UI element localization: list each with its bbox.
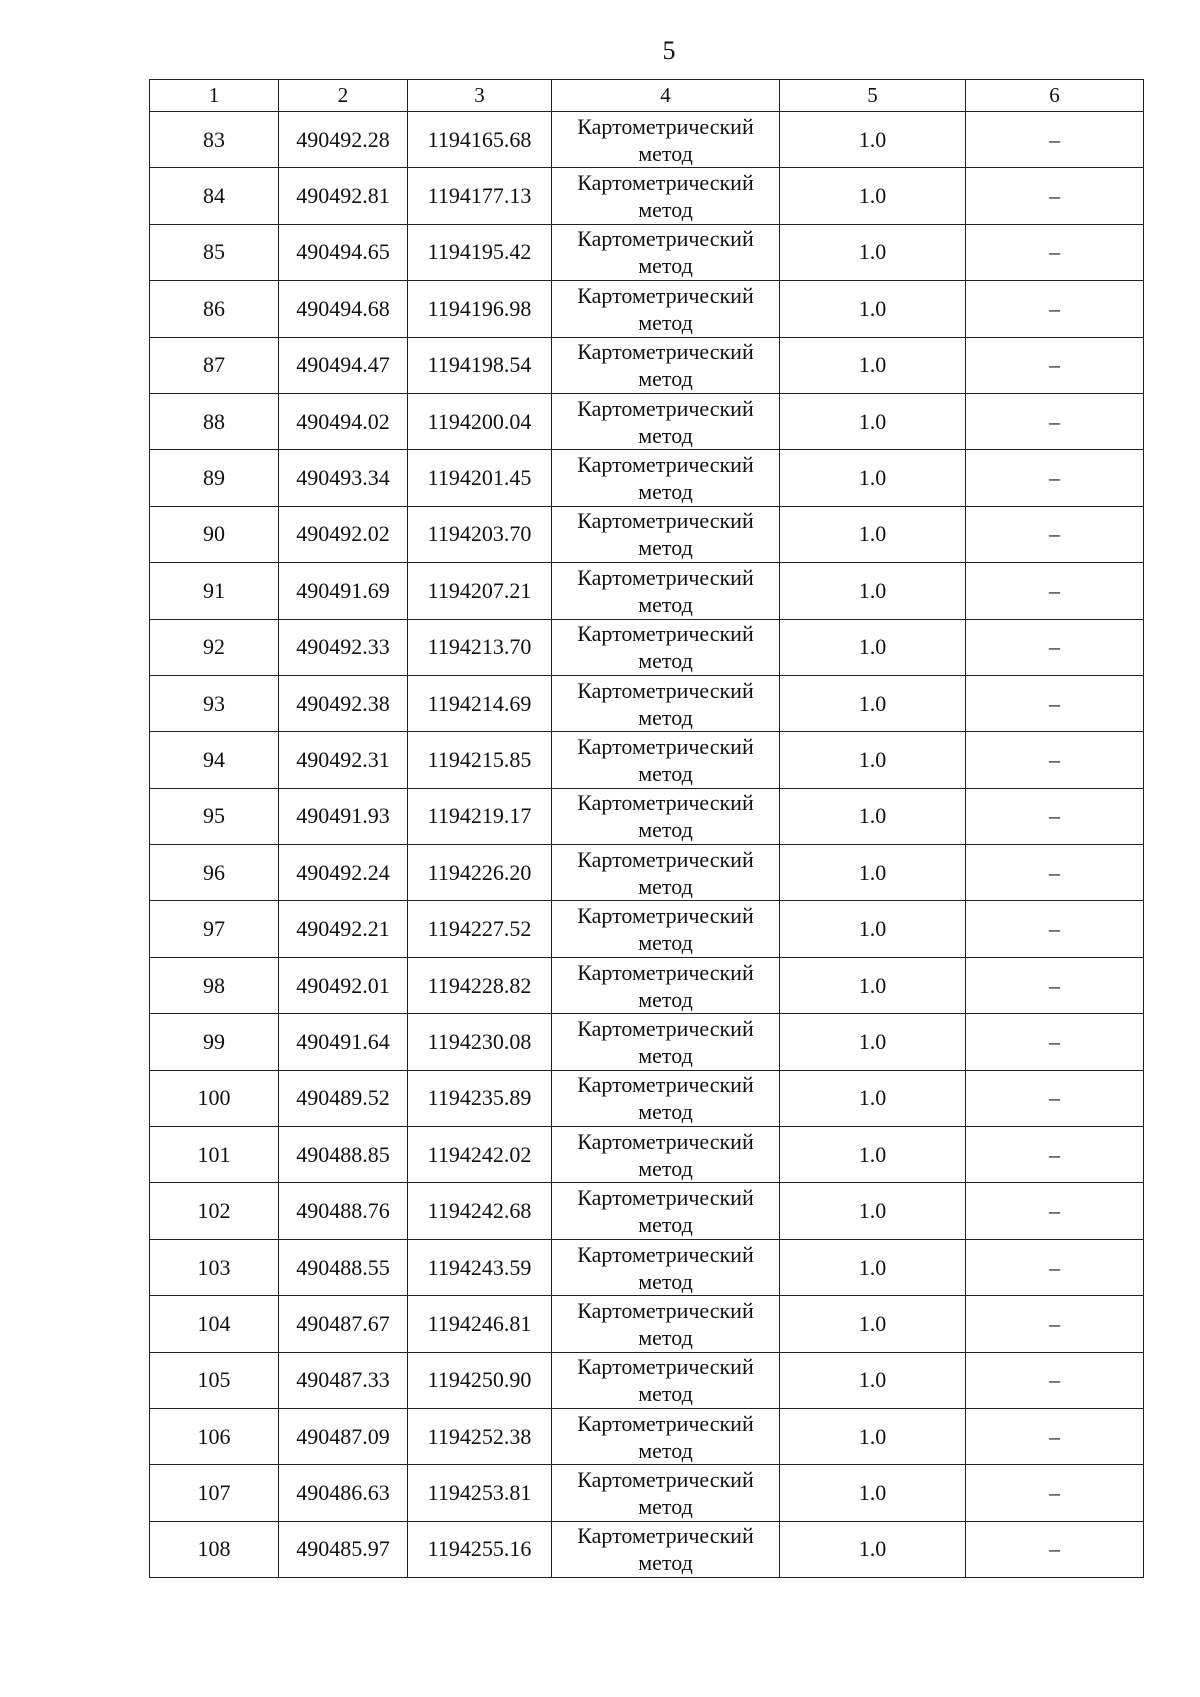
method-line-1: Картометрический: [577, 1072, 754, 1098]
table-row: [150, 1070, 1144, 1126]
accuracy-cell: 1.0: [780, 1296, 966, 1352]
method-line-2: метод: [638, 873, 693, 899]
method-line-2: метод: [638, 1550, 693, 1576]
x-coordinate-cell: 490487.33: [279, 1352, 408, 1408]
method-cell: [552, 112, 780, 168]
y-coordinate-cell: 1194195.42: [408, 224, 552, 280]
method-line-2: метод: [638, 535, 693, 561]
note-cell: –: [966, 619, 1144, 675]
y-coordinate-cell: 1194230.08: [408, 1014, 552, 1070]
method-line-2: метод: [638, 1324, 693, 1350]
table-row: [150, 1352, 1144, 1408]
method-line-2: метод: [638, 253, 693, 279]
method-line-2: метод: [638, 591, 693, 617]
point-number-cell: 101: [150, 1127, 279, 1183]
note-cell: –: [966, 1014, 1144, 1070]
y-coordinate-cell: 1194177.13: [408, 168, 552, 224]
method-line-1: Картометрический: [577, 113, 754, 139]
method-line-1: Картометрический: [577, 1354, 754, 1380]
x-coordinate-cell: 490492.81: [279, 168, 408, 224]
method-cell: [552, 224, 780, 280]
point-number-cell: 108: [150, 1521, 279, 1577]
y-coordinate-cell: 1194214.69: [408, 675, 552, 731]
method-line-2: метод: [638, 366, 693, 392]
point-number-cell: 94: [150, 732, 279, 788]
y-coordinate-cell: 1194252.38: [408, 1408, 552, 1464]
point-number-cell: 99: [150, 1014, 279, 1070]
point-number-cell: 95: [150, 788, 279, 844]
column-header: 5: [780, 80, 966, 112]
method-line-2: метод: [638, 1212, 693, 1238]
method-line-1: Картометрический: [577, 452, 754, 478]
method-line-2: метод: [638, 704, 693, 730]
table-row: [150, 450, 1144, 506]
column-header: 4: [552, 80, 780, 112]
accuracy-cell: 1.0: [780, 1408, 966, 1464]
table-row: [150, 168, 1144, 224]
note-cell: –: [966, 112, 1144, 168]
method-line-1: Картометрический: [577, 1015, 754, 1041]
table-row: [150, 1239, 1144, 1295]
note-cell: –: [966, 224, 1144, 280]
accuracy-cell: 1.0: [780, 845, 966, 901]
table-row: [150, 1296, 1144, 1352]
x-coordinate-cell: 490485.97: [279, 1521, 408, 1577]
column-header: 6: [966, 80, 1144, 112]
y-coordinate-cell: 1194165.68: [408, 112, 552, 168]
y-coordinate-cell: 1194255.16: [408, 1521, 552, 1577]
x-coordinate-cell: 490489.52: [279, 1070, 408, 1126]
note-cell: –: [966, 957, 1144, 1013]
accuracy-cell: 1.0: [780, 506, 966, 562]
x-coordinate-cell: 490493.34: [279, 450, 408, 506]
note-cell: –: [966, 1352, 1144, 1408]
table-row: [150, 1408, 1144, 1464]
point-number-cell: 91: [150, 563, 279, 619]
table-row: [150, 1127, 1144, 1183]
point-number-cell: 104: [150, 1296, 279, 1352]
accuracy-cell: 1.0: [780, 224, 966, 280]
table-row: [150, 788, 1144, 844]
note-cell: –: [966, 1296, 1144, 1352]
method-cell: [552, 732, 780, 788]
note-cell: –: [966, 1070, 1144, 1126]
table-row: [150, 901, 1144, 957]
method-cell: [552, 1183, 780, 1239]
method-cell: [552, 168, 780, 224]
note-cell: –: [966, 1521, 1144, 1577]
note-cell: –: [966, 845, 1144, 901]
method-cell: [552, 845, 780, 901]
accuracy-cell: 1.0: [780, 788, 966, 844]
method-cell: [552, 1239, 780, 1295]
accuracy-cell: 1.0: [780, 901, 966, 957]
y-coordinate-cell: 1194253.81: [408, 1465, 552, 1521]
method-line-1: Картометрический: [577, 564, 754, 590]
note-cell: –: [966, 1127, 1144, 1183]
y-coordinate-cell: 1194226.20: [408, 845, 552, 901]
method-line-1: Картометрический: [577, 959, 754, 985]
method-line-1: Картометрический: [577, 282, 754, 308]
method-line-2: метод: [638, 817, 693, 843]
note-cell: –: [966, 1465, 1144, 1521]
method-cell: [552, 1521, 780, 1577]
method-line-2: метод: [638, 197, 693, 223]
table-row: [150, 112, 1144, 168]
x-coordinate-cell: 490491.93: [279, 788, 408, 844]
table-row: [150, 1521, 1144, 1577]
y-coordinate-cell: 1194235.89: [408, 1070, 552, 1126]
note-cell: –: [966, 788, 1144, 844]
method-cell: [552, 1296, 780, 1352]
accuracy-cell: 1.0: [780, 168, 966, 224]
point-number-cell: 97: [150, 901, 279, 957]
note-cell: –: [966, 1408, 1144, 1464]
method-line-1: Картометрический: [577, 677, 754, 703]
method-cell: [552, 619, 780, 675]
accuracy-cell: 1.0: [780, 112, 966, 168]
y-coordinate-cell: 1194203.70: [408, 506, 552, 562]
method-line-1: Картометрический: [577, 733, 754, 759]
note-cell: –: [966, 506, 1144, 562]
table-row: [150, 675, 1144, 731]
method-line-2: метод: [638, 1155, 693, 1181]
method-cell: [552, 1408, 780, 1464]
x-coordinate-cell: 490487.09: [279, 1408, 408, 1464]
method-line-2: метод: [638, 760, 693, 786]
y-coordinate-cell: 1194250.90: [408, 1352, 552, 1408]
table-row: [150, 224, 1144, 280]
method-cell: [552, 506, 780, 562]
accuracy-cell: 1.0: [780, 281, 966, 337]
x-coordinate-cell: 490492.33: [279, 619, 408, 675]
method-line-1: Картометрический: [577, 170, 754, 196]
note-cell: –: [966, 168, 1144, 224]
table-row: [150, 1014, 1144, 1070]
method-line-1: Картометрический: [577, 508, 754, 534]
method-line-1: Картометрический: [577, 1185, 754, 1211]
x-coordinate-cell: 490488.55: [279, 1239, 408, 1295]
method-line-1: Картометрический: [577, 790, 754, 816]
y-coordinate-cell: 1194246.81: [408, 1296, 552, 1352]
table-row: [150, 337, 1144, 393]
method-cell: [552, 281, 780, 337]
y-coordinate-cell: 1194207.21: [408, 563, 552, 619]
method-cell: [552, 1127, 780, 1183]
table-row: [150, 845, 1144, 901]
x-coordinate-cell: 490492.24: [279, 845, 408, 901]
table-row: [150, 1183, 1144, 1239]
method-line-2: метод: [638, 986, 693, 1012]
x-coordinate-cell: 490492.31: [279, 732, 408, 788]
point-number-cell: 105: [150, 1352, 279, 1408]
note-cell: –: [966, 393, 1144, 449]
note-cell: –: [966, 281, 1144, 337]
method-cell: [552, 675, 780, 731]
column-header: 1: [150, 80, 279, 112]
method-line-1: Картометрический: [577, 226, 754, 252]
accuracy-cell: 1.0: [780, 957, 966, 1013]
accuracy-cell: 1.0: [780, 450, 966, 506]
y-coordinate-cell: 1194198.54: [408, 337, 552, 393]
y-coordinate-cell: 1194200.04: [408, 393, 552, 449]
y-coordinate-cell: 1194213.70: [408, 619, 552, 675]
accuracy-cell: 1.0: [780, 732, 966, 788]
method-line-2: метод: [638, 1381, 693, 1407]
column-header: 2: [279, 80, 408, 112]
method-line-2: метод: [638, 422, 693, 448]
point-number-cell: 100: [150, 1070, 279, 1126]
x-coordinate-cell: 490494.02: [279, 393, 408, 449]
x-coordinate-cell: 490492.01: [279, 957, 408, 1013]
accuracy-cell: 1.0: [780, 1465, 966, 1521]
x-coordinate-cell: 490492.02: [279, 506, 408, 562]
method-line-2: метод: [638, 1437, 693, 1463]
accuracy-cell: 1.0: [780, 619, 966, 675]
method-line-2: метод: [638, 479, 693, 505]
point-number-cell: 107: [150, 1465, 279, 1521]
method-cell: [552, 957, 780, 1013]
method-line-1: Картометрический: [577, 1410, 754, 1436]
point-number-cell: 88: [150, 393, 279, 449]
x-coordinate-cell: 490491.64: [279, 1014, 408, 1070]
note-cell: –: [966, 337, 1144, 393]
table-row: [150, 957, 1144, 1013]
accuracy-cell: 1.0: [780, 1183, 966, 1239]
method-line-2: метод: [638, 309, 693, 335]
table-row: [150, 732, 1144, 788]
y-coordinate-cell: 1194219.17: [408, 788, 552, 844]
y-coordinate-cell: 1194242.02: [408, 1127, 552, 1183]
method-line-1: Картометрический: [577, 1128, 754, 1154]
y-coordinate-cell: 1194242.68: [408, 1183, 552, 1239]
method-cell: [552, 450, 780, 506]
method-line-1: Картометрический: [577, 1467, 754, 1493]
accuracy-cell: 1.0: [780, 1352, 966, 1408]
y-coordinate-cell: 1194201.45: [408, 450, 552, 506]
method-cell: [552, 901, 780, 957]
x-coordinate-cell: 490486.63: [279, 1465, 408, 1521]
x-coordinate-cell: 490492.28: [279, 112, 408, 168]
note-cell: –: [966, 732, 1144, 788]
accuracy-cell: 1.0: [780, 1014, 966, 1070]
column-header: 3: [408, 80, 552, 112]
method-line-1: Картометрический: [577, 903, 754, 929]
method-line-1: Картометрический: [577, 395, 754, 421]
method-cell: [552, 1465, 780, 1521]
y-coordinate-cell: 1194227.52: [408, 901, 552, 957]
y-coordinate-cell: 1194196.98: [408, 281, 552, 337]
method-line-1: Картометрический: [577, 621, 754, 647]
table-row: [150, 506, 1144, 562]
table-body: [150, 112, 1144, 1578]
method-line-2: метод: [638, 1268, 693, 1294]
method-line-2: метод: [638, 1494, 693, 1520]
point-number-cell: 90: [150, 506, 279, 562]
x-coordinate-cell: 490488.76: [279, 1183, 408, 1239]
method-line-2: метод: [638, 140, 693, 166]
page-number: 5: [662, 36, 676, 65]
y-coordinate-cell: 1194228.82: [408, 957, 552, 1013]
point-number-cell: 87: [150, 337, 279, 393]
method-line-2: метод: [638, 1099, 693, 1125]
method-line-1: Картометрический: [577, 1523, 754, 1549]
note-cell: –: [966, 450, 1144, 506]
point-number-cell: 98: [150, 957, 279, 1013]
note-cell: –: [966, 1183, 1144, 1239]
table-row: [150, 563, 1144, 619]
method-line-2: метод: [638, 930, 693, 956]
method-line-1: Картометрический: [577, 1241, 754, 1267]
accuracy-cell: 1.0: [780, 1070, 966, 1126]
method-line-2: метод: [638, 1042, 693, 1068]
method-line-1: Картометрический: [577, 339, 754, 365]
point-number-cell: 86: [150, 281, 279, 337]
method-cell: [552, 1352, 780, 1408]
x-coordinate-cell: 490494.65: [279, 224, 408, 280]
method-cell: [552, 393, 780, 449]
point-number-cell: 96: [150, 845, 279, 901]
method-cell: [552, 788, 780, 844]
note-cell: –: [966, 1239, 1144, 1295]
table-row: [150, 281, 1144, 337]
point-number-cell: 85: [150, 224, 279, 280]
method-line-1: Картометрический: [577, 1297, 754, 1323]
point-number-cell: 92: [150, 619, 279, 675]
method-line-1: Картометрический: [577, 846, 754, 872]
method-cell: [552, 563, 780, 619]
point-number-cell: 102: [150, 1183, 279, 1239]
method-cell: [552, 337, 780, 393]
table-row: [150, 619, 1144, 675]
x-coordinate-cell: 490491.69: [279, 563, 408, 619]
x-coordinate-cell: 490494.68: [279, 281, 408, 337]
x-coordinate-cell: 490494.47: [279, 337, 408, 393]
table-row: [150, 393, 1144, 449]
accuracy-cell: 1.0: [780, 1127, 966, 1183]
x-coordinate-cell: 490492.38: [279, 675, 408, 731]
note-cell: –: [966, 675, 1144, 731]
point-number-cell: 84: [150, 168, 279, 224]
x-coordinate-cell: 490492.21: [279, 901, 408, 957]
coordinates-table: [149, 79, 1144, 1578]
note-cell: –: [966, 563, 1144, 619]
accuracy-cell: 1.0: [780, 393, 966, 449]
accuracy-cell: 1.0: [780, 337, 966, 393]
point-number-cell: 83: [150, 112, 279, 168]
point-number-cell: 103: [150, 1239, 279, 1295]
point-number-cell: 89: [150, 450, 279, 506]
accuracy-cell: 1.0: [780, 1239, 966, 1295]
accuracy-cell: 1.0: [780, 675, 966, 731]
x-coordinate-cell: 490488.85: [279, 1127, 408, 1183]
method-cell: [552, 1014, 780, 1070]
point-number-cell: 106: [150, 1408, 279, 1464]
accuracy-cell: 1.0: [780, 1521, 966, 1577]
y-coordinate-cell: 1194243.59: [408, 1239, 552, 1295]
y-coordinate-cell: 1194215.85: [408, 732, 552, 788]
table-header-row: [150, 80, 1144, 112]
table-row: [150, 1465, 1144, 1521]
x-coordinate-cell: 490487.67: [279, 1296, 408, 1352]
accuracy-cell: 1.0: [780, 563, 966, 619]
note-cell: –: [966, 901, 1144, 957]
method-cell: [552, 1070, 780, 1126]
method-line-2: метод: [638, 648, 693, 674]
point-number-cell: 93: [150, 675, 279, 731]
